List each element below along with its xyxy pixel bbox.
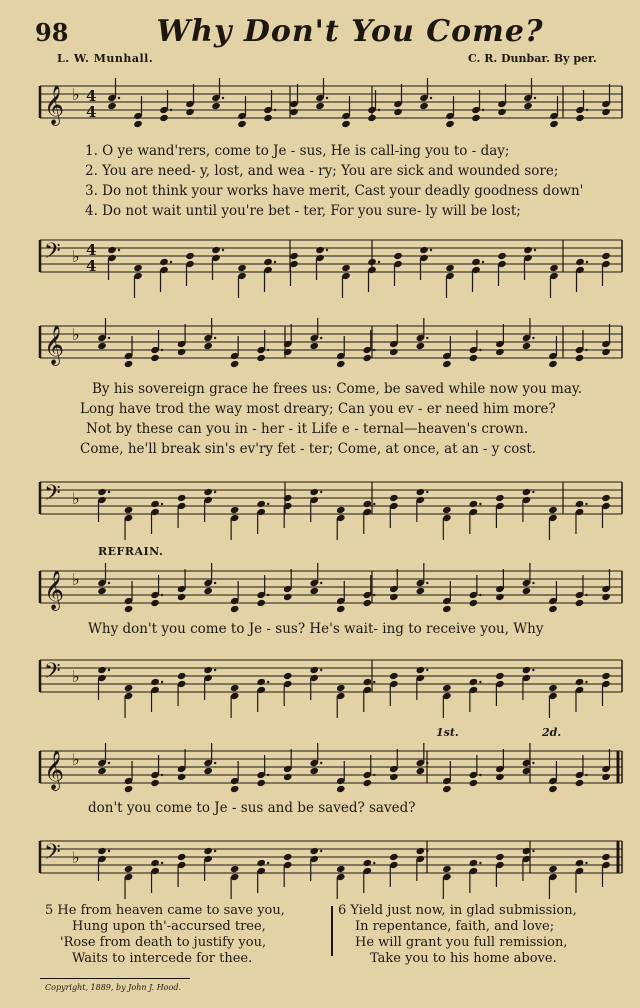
bass-staff-4: [0, 833, 640, 893]
composer-credit: C. R. Dunbar. By per.: [468, 52, 597, 65]
svg-text:♭: ♭: [72, 247, 80, 266]
svg-text:♭: ♭: [72, 750, 80, 769]
second-ending-label: 2d.: [542, 726, 562, 739]
treble-staff-2: [0, 318, 640, 378]
svg-text:𝄢: 𝄢: [44, 481, 61, 511]
verse-line: 4. Do not wait until you're bet - ter, For you sure- ly will be lost;: [85, 203, 521, 219]
svg-text:4: 4: [86, 241, 97, 259]
refrain-label: REFRAIN.: [98, 545, 164, 558]
verse-line: 6 Yield just now, in glad submission,: [338, 903, 577, 918]
treble-staff-4: [0, 743, 640, 803]
refrain-lyric: Why don't you come to Je - sus? He's wait- ing to receive you, Why: [88, 621, 544, 637]
verse-line: 5 He from heaven came to save you,: [45, 903, 285, 918]
verse-line: 2. You are need- y, lost, and wea - ry; You are sick and wounded sore;: [85, 163, 559, 179]
verse-line: Not by these can you in - her - it Life e - ternal—heaven's crown.: [86, 421, 529, 437]
verse-line: Hung upon th'-accursed tree,: [72, 919, 266, 934]
svg-text:𝄞: 𝄞: [44, 570, 65, 610]
svg-text:𝄢: 𝄢: [44, 239, 61, 269]
svg-text:4: 4: [86, 257, 97, 275]
svg-text:𝄢: 𝄢: [44, 659, 61, 689]
lyricist-credit: L. W. Munhall.: [57, 52, 154, 65]
svg-text:♭: ♭: [72, 667, 80, 686]
verse-line: By his sovereign grace he frees us: Come, be saved while now you may.: [92, 381, 583, 397]
verse-line: Take you to his home above.: [370, 951, 557, 966]
svg-text:𝄢: 𝄢: [44, 840, 61, 870]
song-title: Why Don't You Come?: [156, 14, 544, 49]
verse-line: Come, he'll break sin's ev'ry fet - ter; Come, at once, at an - y cost.: [80, 441, 537, 457]
bass-staff-3: [0, 652, 640, 712]
footer-rule: [40, 978, 190, 979]
first-ending-label: 1st.: [436, 726, 459, 739]
copyright-notice: Copyright, 1889, by John J. Hood.: [45, 983, 181, 992]
svg-text:𝄞: 𝄞: [44, 750, 65, 790]
svg-text:4: 4: [86, 103, 97, 121]
svg-text:♭: ♭: [72, 570, 80, 589]
svg-text:♭: ♭: [72, 848, 80, 867]
svg-text:𝄞: 𝄞: [44, 85, 65, 125]
verse-line: 'Rose from death to justify you,: [60, 935, 267, 950]
verse-line: 1. O ye wand'rers, come to Je - sus, He is call-ing you to - day;: [85, 143, 510, 159]
verse-line: Waits to intercede for thee.: [72, 951, 253, 966]
treble-staff-3: [0, 563, 640, 623]
verse-line: He will grant you full remission,: [355, 935, 568, 950]
verse-line: Long have trod the way most dreary; Can you ev - er need him more?: [80, 401, 556, 417]
svg-text:♭: ♭: [72, 489, 80, 508]
svg-text:𝄞: 𝄞: [44, 325, 65, 365]
bass-staff-2: [0, 474, 640, 534]
svg-text:♭: ♭: [72, 325, 80, 344]
verse-line: In repentance, faith, and love;: [355, 919, 555, 934]
page-number: 98: [35, 18, 69, 47]
svg-text:♭: ♭: [72, 85, 80, 104]
verse-divider: [331, 906, 333, 956]
verse-line: 3. Do not think your works have merit, Cast your deadly goodness down': [85, 183, 584, 199]
refrain-lyric: don't you come to Je - sus and be saved? saved?: [88, 800, 416, 816]
treble-staff-1: [0, 78, 640, 138]
bass-staff-1: [0, 232, 640, 292]
svg-text:4: 4: [86, 87, 97, 105]
